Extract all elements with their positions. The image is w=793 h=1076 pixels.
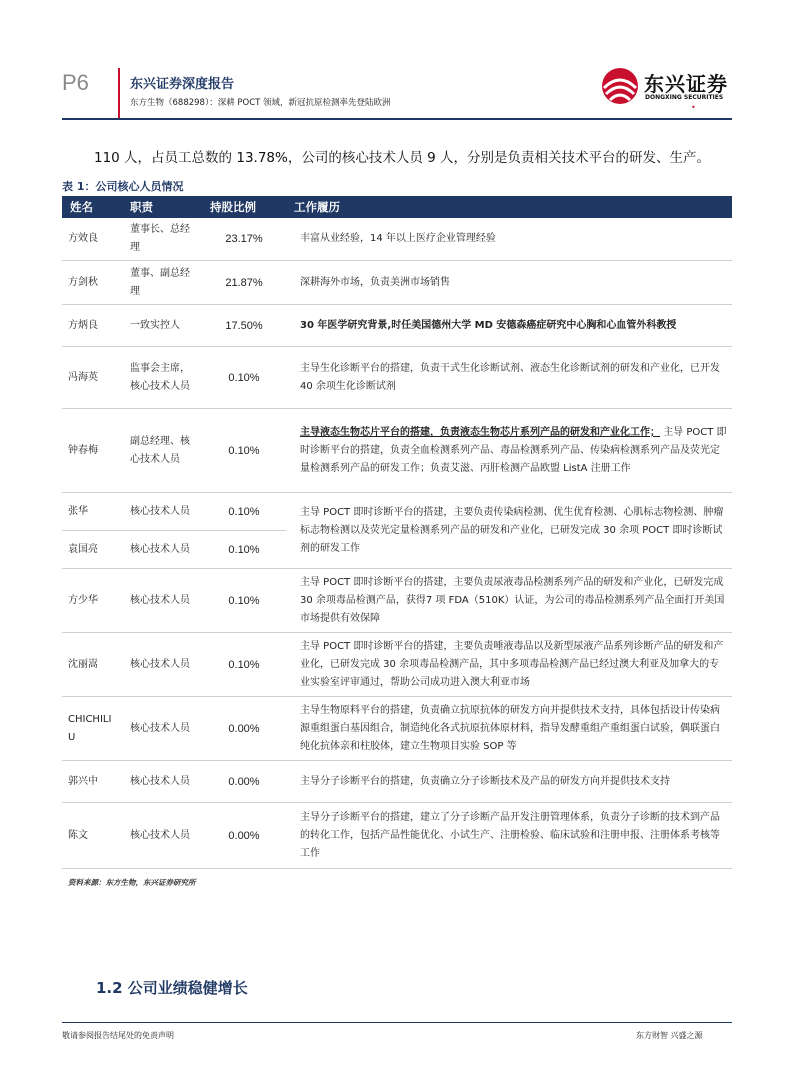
cell-experience: 丰富从业经验，14 年以上医疗企业管理经验 bbox=[286, 218, 732, 261]
cell-experience: 主导生化诊断平台的搭建，负责干式生化诊断试剂、液态生化诊断试剂的研发和产业化，已开发 40 余项生化诊断试剂 bbox=[286, 347, 732, 409]
cell-share: 0.00% bbox=[202, 761, 286, 803]
cell-experience: 主导 POCT 即时诊断平台的搭建，主要负责尿液毒品检测系列产品的研发和产业化，已研发完成 30 余项毒品检测产品，获得7 项 FDA（510K）认证，为公司的毒品检测系列产品全面打开美国市场提供有效保障 bbox=[286, 569, 732, 633]
table-row bbox=[62, 803, 732, 869]
cell-name: 方效良 bbox=[62, 218, 122, 261]
cell-experience: 30 年医学研究背景,时任美国德州大学 MD 安德森癌症研究中心胸和心血管外科教授 bbox=[286, 305, 732, 347]
footer-divider bbox=[62, 1022, 732, 1023]
cell-name: 张华 bbox=[62, 493, 122, 531]
experience-highlight: 主导液态生物芯片平台的搭建，负责液态生物芯片系列产品的研发和产业化工作； bbox=[300, 426, 660, 438]
header-divider bbox=[62, 118, 732, 120]
table-header-row bbox=[62, 196, 732, 218]
cell-name: 袁国亮 bbox=[62, 531, 122, 569]
cell-name: 钟春梅 bbox=[62, 409, 122, 493]
cell-role: 核心技术人员 bbox=[122, 697, 202, 761]
col-header-experience: 工作履历 bbox=[286, 196, 732, 218]
cell-experience bbox=[286, 409, 732, 493]
section-heading: 1.2 公司业绩稳健增长 bbox=[96, 979, 248, 997]
page-number: P6 bbox=[62, 70, 89, 95]
table-row bbox=[62, 218, 732, 261]
cell-role: 核心技术人员 bbox=[122, 633, 202, 697]
experience-text: 主导 POCT 即时诊断平台的搭建，负责全血检测系列产品、毒品检测系列产品、传染病检测系列产品及荧光定量检测系列产品的研发工作；负责艾滋、丙肝检测产品欧盟 ListA 注册工作 bbox=[300, 426, 727, 474]
cell-share: 21.87% bbox=[202, 261, 286, 305]
cell-name: 方炳良 bbox=[62, 305, 122, 347]
table-caption: 表 1：公司核心人员情况 bbox=[62, 180, 184, 193]
table-row bbox=[62, 697, 732, 761]
cell-share: 0.10% bbox=[202, 347, 286, 409]
table-source-note: 资料来源：东方生物，东兴证券研究所 bbox=[68, 878, 196, 887]
cell-experience: 主导生物原料平台的搭建，负责确立抗原抗体的研发方向并提供技术支持，具体包括设计传染病源重组蛋白基因组合，制造纯化各式抗原抗体原材料，指导发酵重组产重组蛋白试验，偶联蛋白纯化抗体亲和柱胶体，建立生物项目实验 SOP 等 bbox=[286, 697, 732, 761]
cell-role: 一致实控人 bbox=[122, 305, 202, 347]
cell-role: 核心技术人员 bbox=[122, 761, 202, 803]
table-row bbox=[62, 493, 732, 531]
cell-name: 郭兴中 bbox=[62, 761, 122, 803]
table-row bbox=[62, 409, 732, 493]
cell-name: 方剑秋 bbox=[62, 261, 122, 305]
footer-slogan: 东方财智 兴盛之源 bbox=[636, 1031, 703, 1040]
cell-role: 核心技术人员 bbox=[122, 569, 202, 633]
cell-experience: 深耕海外市场，负责美洲市场销售 bbox=[286, 261, 732, 305]
brand-logo-en: DONGXING SECURITIES bbox=[645, 94, 724, 101]
cell-role: 核心技术人员 bbox=[122, 803, 202, 869]
header-accent-bar bbox=[118, 68, 120, 118]
brand-logo-cn: 东兴证券 bbox=[644, 72, 728, 96]
cell-name: CHICHILIU bbox=[62, 697, 122, 761]
cell-share: 0.10% bbox=[202, 569, 286, 633]
cell-share: 0.10% bbox=[202, 409, 286, 493]
cell-role: 核心技术人员 bbox=[122, 493, 202, 531]
cell-name: 陈文 bbox=[62, 803, 122, 869]
table-row bbox=[62, 305, 732, 347]
cell-share: 0.10% bbox=[202, 531, 286, 569]
cell-role: 董事、副总经理 bbox=[122, 261, 202, 305]
cell-share: 0.10% bbox=[202, 493, 286, 531]
report-title: 东兴证券深度报告 bbox=[130, 77, 235, 92]
col-header-role: 职责 bbox=[122, 196, 202, 218]
cell-share: 0.00% bbox=[202, 803, 286, 869]
col-header-share: 持股比例 bbox=[202, 196, 286, 218]
table-row bbox=[62, 569, 732, 633]
cell-role: 核心技术人员 bbox=[122, 531, 202, 569]
cell-role: 副总经理、核心技术人员 bbox=[122, 409, 202, 493]
table-row bbox=[62, 633, 732, 697]
logo-ornament-icon: • bbox=[691, 103, 696, 112]
table-row bbox=[62, 761, 732, 803]
cell-name: 冯海英 bbox=[62, 347, 122, 409]
footer-disclaimer: 敬请参阅报告结尾处的免责声明 bbox=[62, 1031, 174, 1040]
cell-experience: 主导分子诊断平台的搭建，建立了分子诊断产品开发注册管理体系，负责分子诊断的技术到产品的转化工作，包括产品性能优化、小试生产、注册检验、临床试验和注册申报、注册体系考核等工作 bbox=[286, 803, 732, 869]
report-subtitle: 东方生物（688298）：深耕 POCT 领域，新冠抗原检测率先登陆欧洲 bbox=[130, 98, 391, 108]
brand-logo-mark-icon bbox=[600, 66, 640, 106]
table-row bbox=[62, 347, 732, 409]
table-row bbox=[62, 261, 732, 305]
core-staff-table bbox=[62, 196, 732, 869]
cell-name: 沈丽嵩 bbox=[62, 633, 122, 697]
cell-experience: 主导分子诊断平台的搭建，负责确立分子诊断技术及产品的研发方向并提供技术支持 bbox=[286, 761, 732, 803]
cell-experience: 主导 POCT 即时诊断平台的搭建，主要负责唾液毒品以及新型尿液产品系列诊断产品的研发和产业化，已研发完成 30 余项毒品检测产品，其中多项毒品检测产品已经过澳大利亚及加拿大的专业实验室评审通过，帮助公司成功进入澳大利亚市场 bbox=[286, 633, 732, 697]
cell-experience: 主导 POCT 即时诊断平台的搭建，主要负责传染病检测、优生优育检测、心肌标志物检测、肿瘤标志物检测以及荧光定量检测系列产品的研发和产业化，已研发完成 30 余项 POCT 即时诊断试剂的研发工作 bbox=[286, 493, 732, 569]
col-header-name: 姓名 bbox=[62, 196, 122, 218]
cell-share: 0.00% bbox=[202, 697, 286, 761]
cell-name: 方少华 bbox=[62, 569, 122, 633]
cell-share: 0.10% bbox=[202, 633, 286, 697]
cell-role: 监事会主席，核心技术人员 bbox=[122, 347, 202, 409]
brand-logo bbox=[600, 66, 730, 108]
intro-paragraph: 110 人，占员工总数的 13.78%，公司的核心技术人员 9 人，分别是负责相关技术平台的研发、生产。 bbox=[94, 150, 710, 166]
cell-share: 23.17% bbox=[202, 218, 286, 261]
cell-role: 董事长、总经理 bbox=[122, 218, 202, 261]
cell-share: 17.50% bbox=[202, 305, 286, 347]
